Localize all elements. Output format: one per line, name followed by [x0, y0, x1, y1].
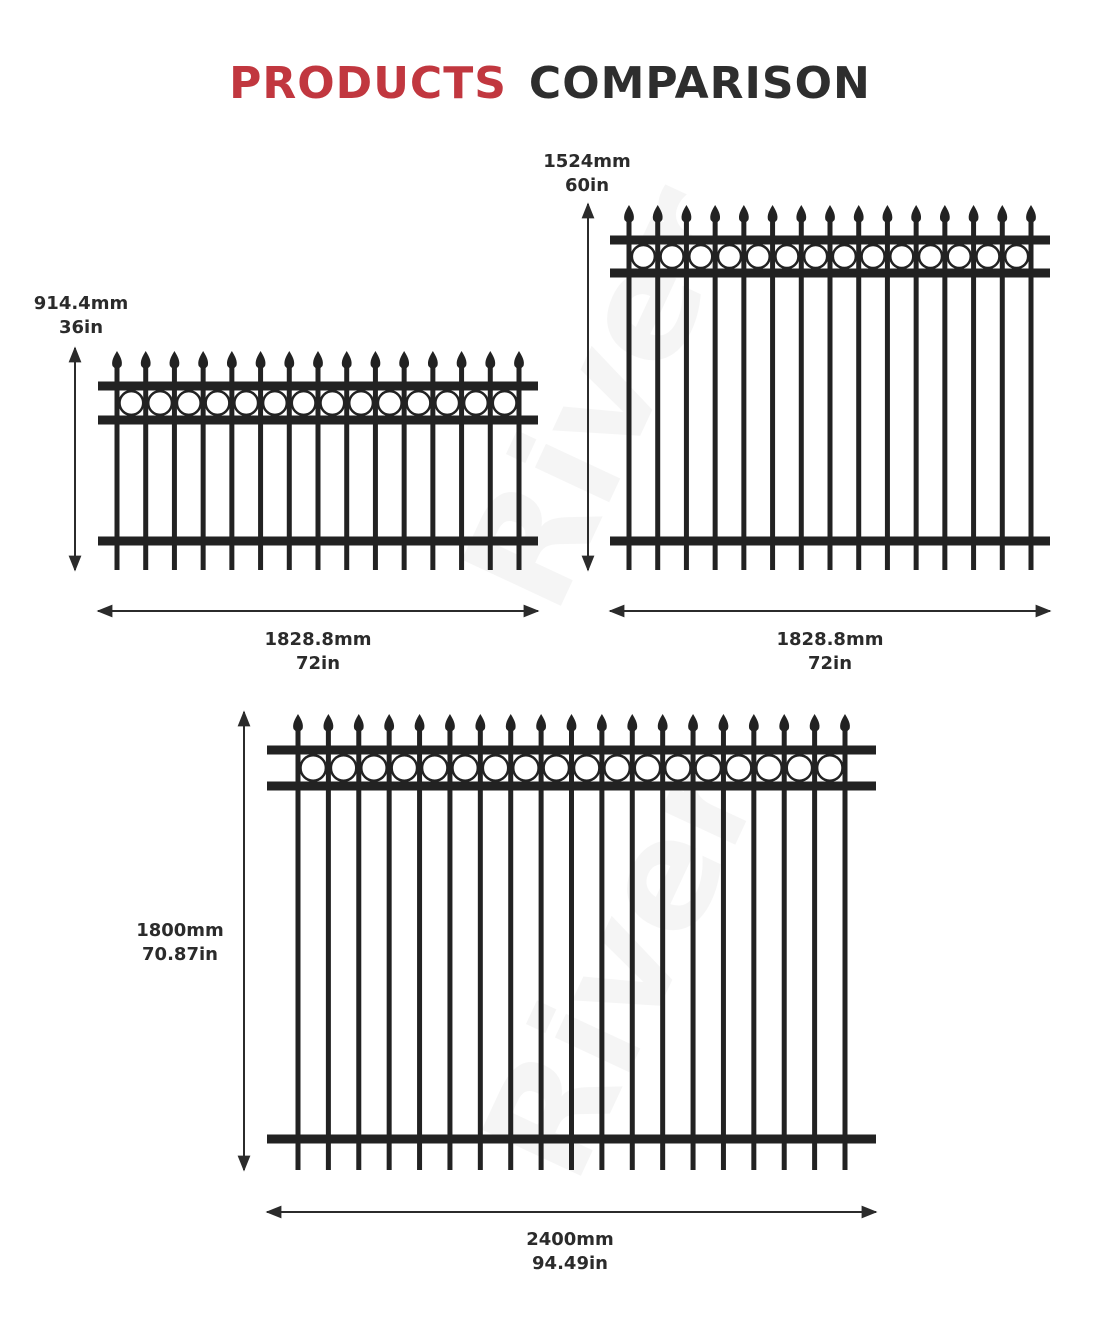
title-word-comparison: COMPARISON	[528, 58, 871, 109]
fence-2-ring	[661, 245, 684, 268]
fence-2-ring	[862, 245, 885, 268]
fence-3-ring	[301, 755, 326, 780]
fence-2-ring	[1005, 245, 1028, 268]
fence-3-ring	[574, 755, 599, 780]
fence-1-ring	[206, 391, 230, 415]
product-2-height-mm: 1524mm	[543, 151, 631, 172]
fence-1-ring	[292, 391, 316, 415]
fence-2-ring	[775, 245, 798, 268]
fence-3-ring	[452, 755, 477, 780]
fence-1-ring	[349, 391, 373, 415]
fence-3-ring	[422, 755, 447, 780]
product-2-width-label	[760, 628, 900, 676]
product-3-height-label	[118, 919, 242, 967]
fence-2-ring	[747, 245, 770, 268]
fence-1-ring	[435, 391, 459, 415]
product-1-width-label	[248, 628, 388, 676]
fence-2-ring	[632, 245, 655, 268]
fence-1	[98, 351, 538, 570]
fence-3-ring	[392, 755, 417, 780]
fence-3-ring	[361, 755, 386, 780]
fence-3-ring	[787, 755, 812, 780]
product-3-width-label	[500, 1228, 640, 1276]
title-word-products: PRODUCTS	[229, 58, 507, 109]
fence-2-ring	[804, 245, 827, 268]
fence-3-ring	[331, 755, 356, 780]
fence-2-ring	[948, 245, 971, 268]
fence-1-ring	[407, 391, 431, 415]
product-2-width-in: 72in	[807, 653, 853, 674]
fence-3-ring	[756, 755, 781, 780]
fence-3-ring	[726, 755, 751, 780]
product-3-height-mm: 1800mm	[136, 920, 224, 941]
fence-3	[267, 714, 876, 1170]
product-3-width-mm: 2400mm	[526, 1229, 614, 1250]
product-1-height-in: 36in	[58, 317, 104, 338]
fence-2-ring	[976, 245, 999, 268]
fence-2-ring	[890, 245, 913, 268]
fence-3-ring	[635, 755, 660, 780]
fence-2-ring	[718, 245, 741, 268]
product-2-height-label	[528, 150, 646, 198]
fence-1-ring	[234, 391, 258, 415]
fence-3-ring	[817, 755, 842, 780]
fence-1-ring	[263, 391, 287, 415]
fence-1-ring	[120, 391, 144, 415]
fence-3-ring	[665, 755, 690, 780]
product-1-height-label	[22, 292, 140, 340]
fence-2-ring	[689, 245, 712, 268]
product-1-height-mm: 914.4mm	[33, 293, 129, 314]
fence-3-ring	[483, 755, 508, 780]
product-3-height-in: 70.87in	[142, 944, 218, 965]
product-1-width-mm: 1828.8mm	[264, 629, 372, 650]
fence-3-ring	[696, 755, 721, 780]
fence-1-ring	[177, 391, 201, 415]
fence-3-ring	[604, 755, 629, 780]
fence-1-ring	[464, 391, 488, 415]
product-1-width-in: 72in	[295, 653, 341, 674]
fence-1-ring	[378, 391, 402, 415]
product-2-height-in: 60in	[564, 175, 610, 196]
product-3-width-in: 94.49in	[532, 1253, 608, 1274]
fence-2-ring	[833, 245, 856, 268]
fence-2	[610, 205, 1050, 570]
fence-3-ring	[513, 755, 538, 780]
fence-2-ring	[919, 245, 942, 268]
fence-1-ring	[493, 391, 517, 415]
fence-1-ring	[321, 391, 345, 415]
product-2-width-mm: 1828.8mm	[776, 629, 884, 650]
fence-1-ring	[148, 391, 172, 415]
fence-3-ring	[544, 755, 569, 780]
